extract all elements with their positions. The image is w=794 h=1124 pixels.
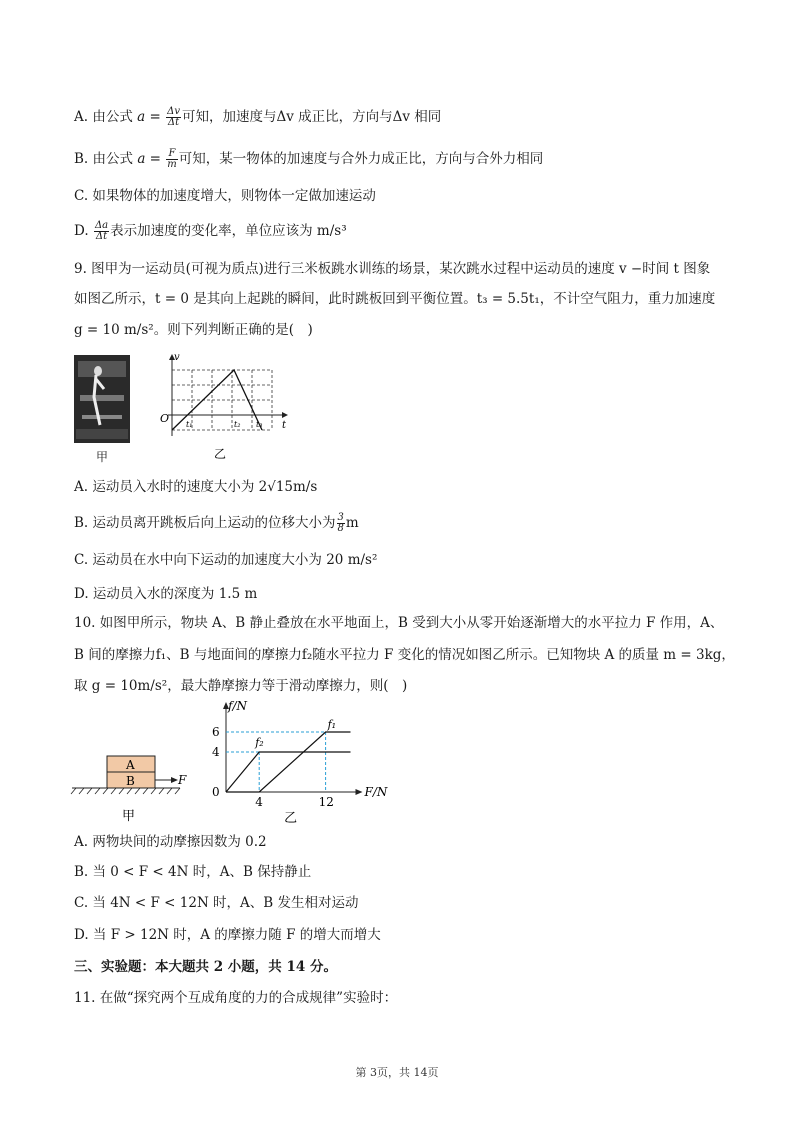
q11-stem: 11. 在做“探究两个互成角度的力的合成规律”实验时： (74, 990, 398, 1006)
q10-option-c: C. 当 4N < F < 12N 时，A、B 发生相对运动 (74, 895, 359, 911)
q9-option-a: A. 运动员入水时的速度大小为 2√15m/s (74, 479, 318, 495)
q10-stem-line2: B 间的摩擦力f₁、B 与地面间的摩擦力f₂随水平拉力 F 变化的情况如图乙所示。已知物块 A 的质量 m = 3kg， (74, 647, 735, 663)
tick-label-y6: 6 (212, 725, 220, 739)
q10-option-b: B. 当 0 < F < 4N 时，A、B 保持静止 (74, 864, 312, 880)
vt-graph (154, 350, 294, 462)
q8-option-b: B. 由公式 a = $\frac{F}{m}$ 可知，某一物体的加速度与合外力成正比，方向与合外力相同 (74, 148, 544, 170)
series-line-f1 (226, 732, 351, 792)
block-a-label: A (126, 758, 135, 772)
q9-option-b: B. 运动员离开跳板后向上运动的位移大小为 $\frac{3}{8}$ m (74, 512, 359, 534)
series-line-f2 (226, 752, 351, 792)
page-footer: 第 3页，共 14页 (355, 1066, 439, 1079)
figure-label-yi: 乙 (214, 447, 227, 461)
formula: a = (137, 151, 161, 167)
q8-option-c: C. 如果物体的加速度增大，则物体一定做加速运动 (74, 188, 376, 204)
q10-option-d: D. 当 F > 12N 时，A 的摩擦力随 F 的增大而增大 (74, 927, 381, 943)
figure-label-jia: 甲 (122, 809, 136, 824)
origin-label: O (160, 412, 170, 425)
blocks-figure (70, 740, 200, 826)
q9-stem-line1: 9. 图甲为一运动员(可视为质点)进行三米板跳水训练的场景，某次跳水过程中运动员的速度 v −时间 t 图象 (74, 261, 711, 277)
axis-label-v: v (174, 352, 180, 363)
figure-label-yi: 乙 (284, 811, 298, 826)
q10-stem-line1: 10. 如图甲所示，物块 A、B 静止叠放在水平地面上，B 受到大小从零开始逐渐增大的水平拉力 F 作用，A、 (74, 615, 724, 631)
q9-stem-line2: 如图乙所示，t = 0 是其向上起跳的瞬间，此时跳板回到平衡位置。t₃ = 5.5t₁，不计空气阻力，重力加速度 (74, 291, 716, 307)
formula: a = (137, 109, 161, 125)
series-label-f2: f₂ (255, 736, 264, 749)
q8-option-d: D. $\frac{\Delta a}{\Delta t}$ 表示加速度的变化率，单位应该为 m/s³ (74, 220, 347, 242)
fraction: $\frac{3}{8}$ (337, 512, 344, 534)
axis-label-y: f/N (228, 699, 247, 713)
q10-option-a: A. 两物块间的动摩擦因数为 0.2 (74, 834, 267, 850)
tick-t1: t₁ (186, 420, 193, 429)
q9-option-d: D. 运动员入水的深度为 1.5 m (74, 586, 258, 602)
figure-label-jia: 甲 (96, 450, 109, 464)
q8-option-a: A. 由公式 a = $\frac{\Delta v}{\Delta t}$ 可知，加速度与Δv 成正比，方向与Δv 相同 (74, 106, 442, 128)
fraction: $\frac{\Delta v}{\Delta t}$ (167, 106, 180, 128)
fraction: $\frac{F}{m}$ (167, 148, 177, 170)
q9-stem-line3: g = 10 m/s²。则下列判断正确的是( ) (74, 322, 313, 338)
force-label: F (178, 773, 187, 787)
tick-label-x12: 12 (318, 795, 334, 809)
diver-photo (74, 355, 130, 465)
friction-chart (200, 696, 410, 826)
tick-label-origin: 0 (212, 785, 220, 799)
fraction: $\frac{\Delta a}{\Delta t}$ (94, 220, 109, 242)
q10-stem-line3: 取 g = 10m/s²，最大静摩擦力等于滑动摩擦力，则( ) (74, 678, 408, 694)
q9-option-c: C. 运动员在水中向下运动的加速度大小为 20 m/s² (74, 552, 378, 568)
tick-t3: t₃ (256, 420, 263, 429)
tick-t2: t₂ (234, 420, 241, 429)
section-heading: 三、实验题：本大题共 2 小题，共 14 分。 (74, 959, 337, 975)
tick-label-x4: 4 (255, 795, 263, 809)
axis-label-x: F/N (364, 785, 388, 799)
x-axis-arrow (356, 789, 363, 795)
block-b-label: B (126, 774, 135, 788)
series-label-f1: f₁ (327, 718, 337, 731)
axis-label-t: t (282, 420, 287, 431)
tick-label-y4: 4 (212, 745, 220, 759)
